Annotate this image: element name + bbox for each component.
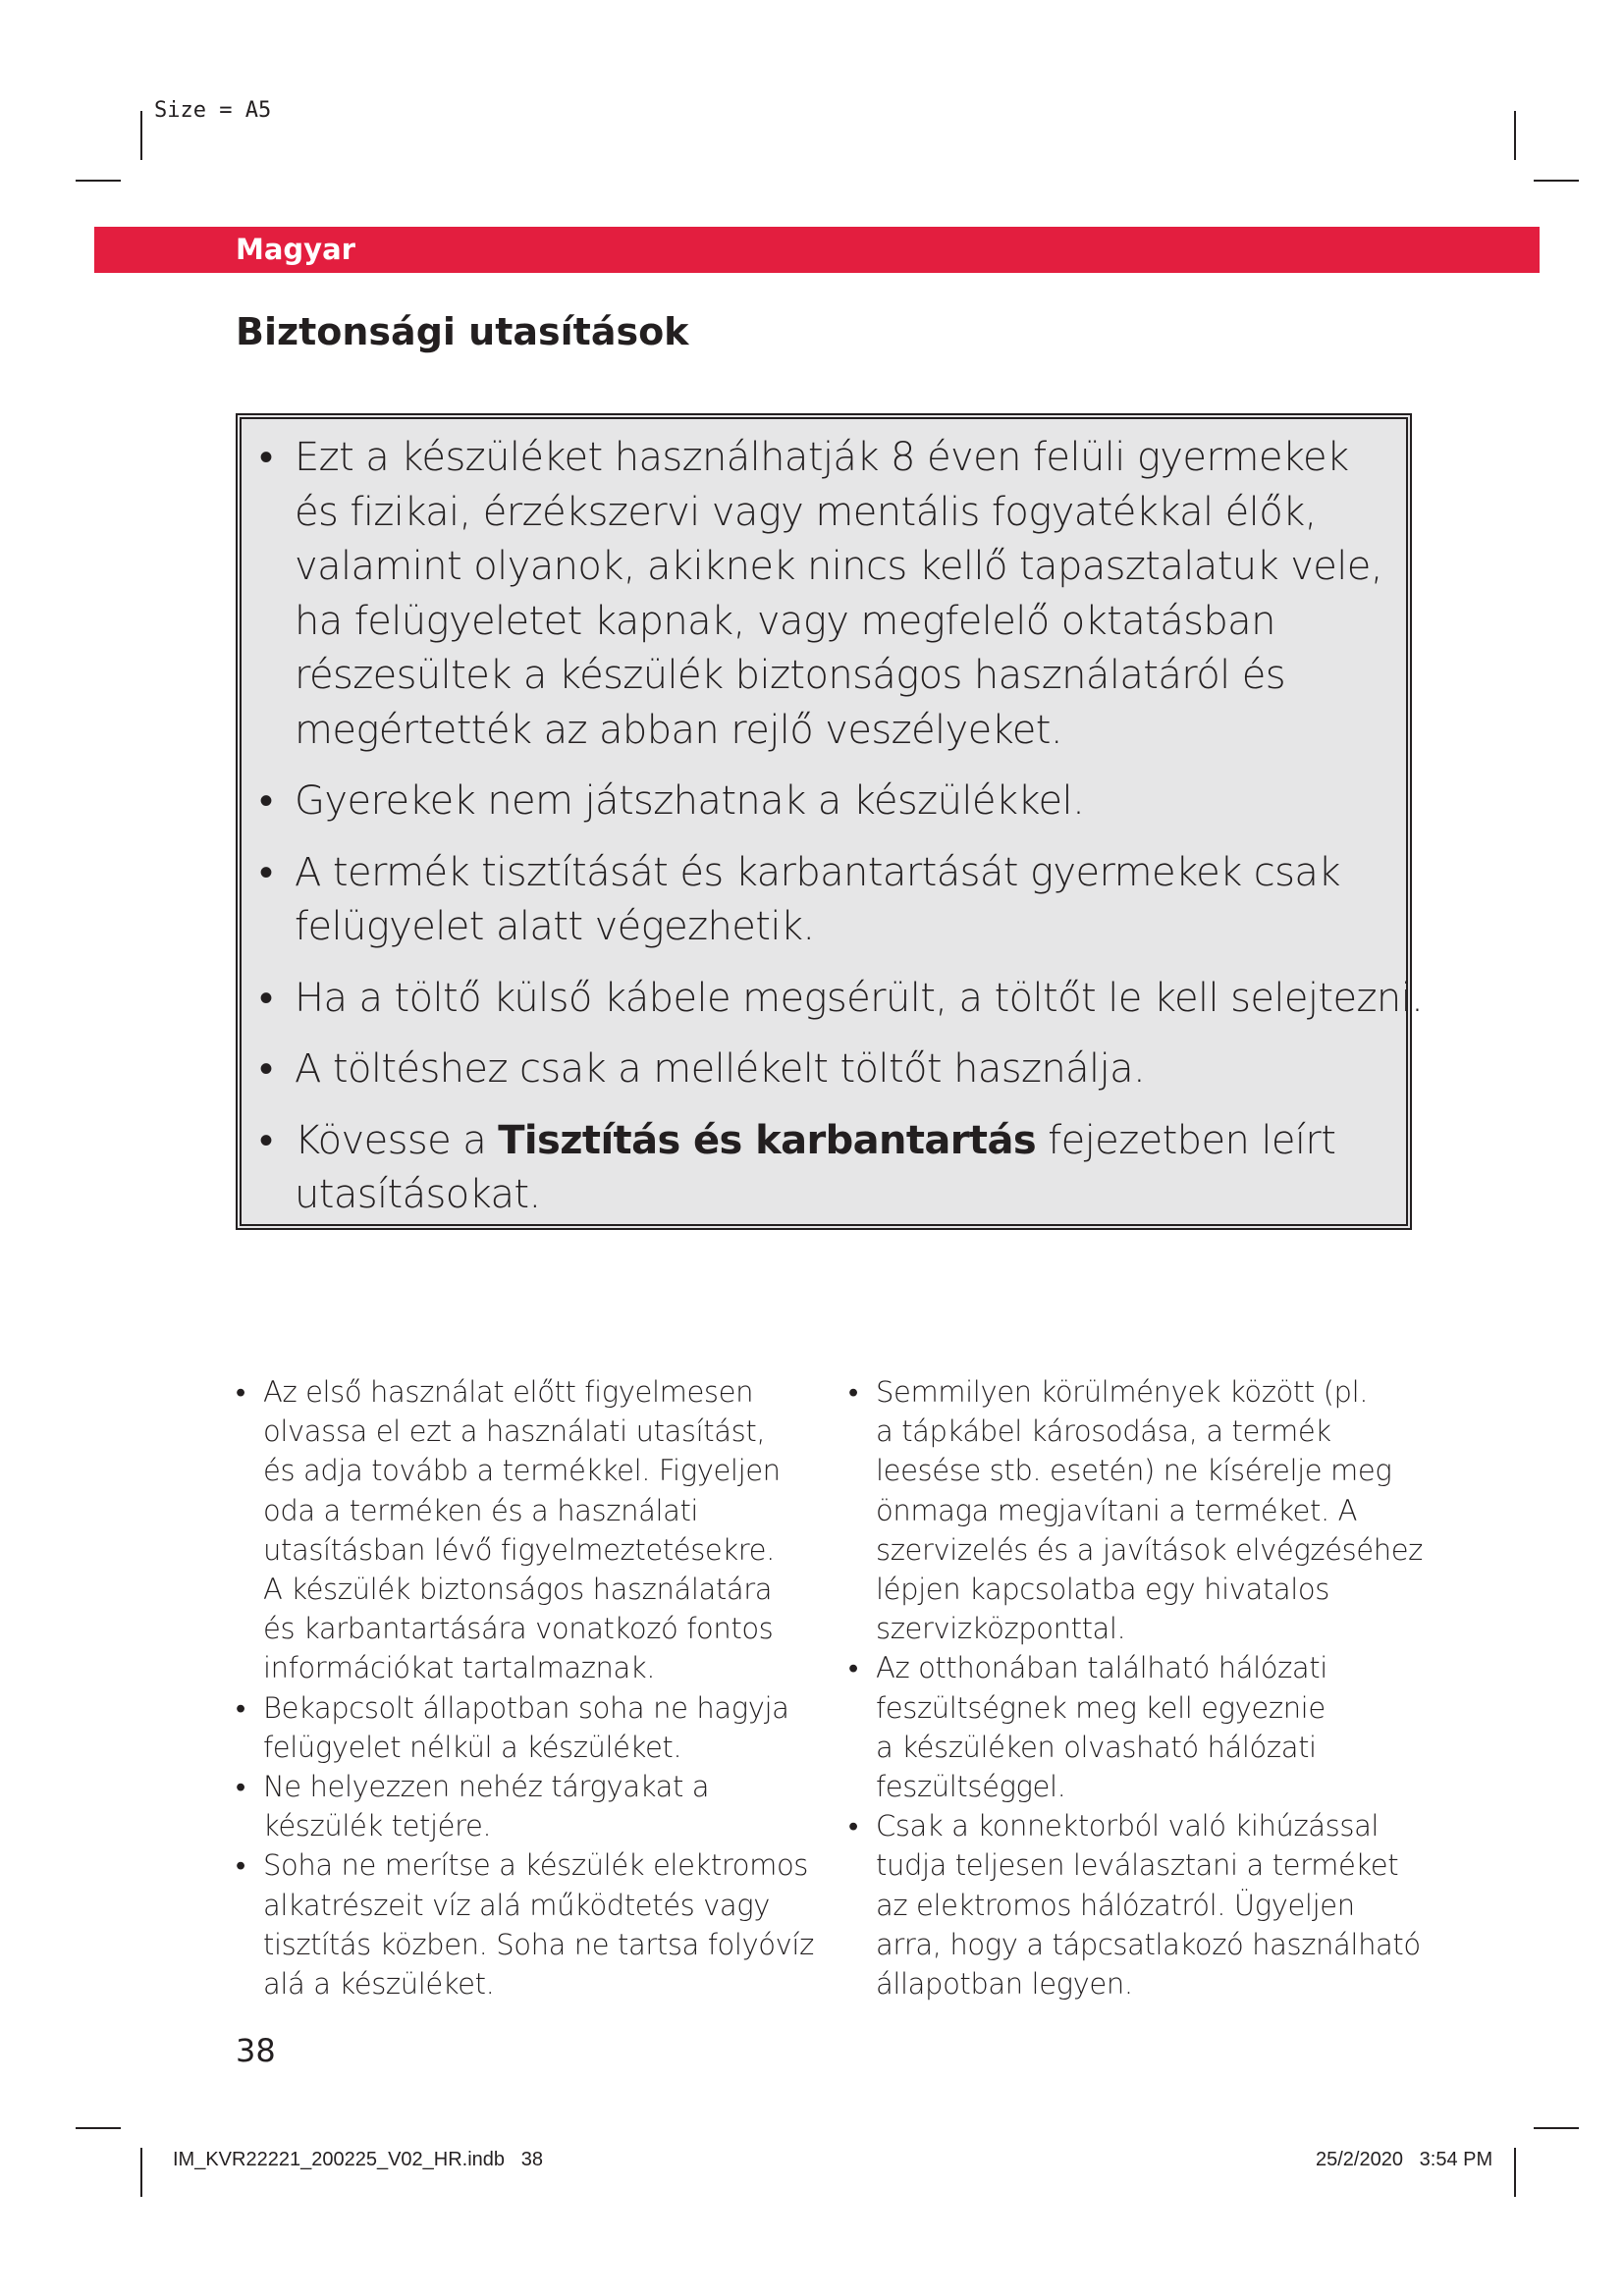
warning-item — [259, 1042, 1392, 1097]
warning-line: részesültek a készülék biztonságos használatáról és — [295, 653, 1285, 698]
warning-line: utasításokat. — [295, 1172, 541, 1217]
list-line: Bekapcsolt állapotban soha ne hagyja — [263, 1690, 789, 1725]
warning-item — [259, 846, 1392, 955]
warning-line: ha felügyeletet kapnak, vagy megfelelő oktatásban — [295, 598, 1275, 644]
language-label: Magyar — [236, 233, 355, 266]
crop-mark-top-right-horizontal — [1534, 180, 1579, 182]
list-line: A készülék biztonságos használatára — [263, 1573, 773, 1607]
bullet-icon: • — [259, 1046, 273, 1092]
list-line: olvassa el ezt a használati utasítást, — [263, 1415, 766, 1449]
bullet-icon: • — [848, 1375, 858, 1409]
bullet-icon: • — [236, 1770, 245, 1804]
warning-line: Gyerekek nem játszhatnak a készülékkel. — [295, 778, 1085, 824]
bullet-icon: • — [236, 1690, 245, 1725]
warning-line: felügyelet alatt végezhetik. — [295, 904, 815, 949]
list-line: Ne helyezzen nehéz tárgyakat a — [263, 1770, 710, 1804]
list-line: Az első használat előtt figyelmesen — [263, 1375, 754, 1409]
warning-text-suffix: fejezetben leírt — [1036, 1117, 1336, 1163]
language-banner — [94, 227, 1540, 273]
list-line: Az otthonában található hálózati — [876, 1651, 1327, 1685]
list-item — [236, 1845, 815, 2003]
list-line: tudja teljesen leválasztani a terméket — [876, 1848, 1399, 1883]
warning-text-bold-reference: Tisztítás és karbantartás — [498, 1117, 1037, 1163]
list-item — [236, 1372, 815, 1688]
list-line: alkatrészeit víz alá működtetés vagy — [263, 1888, 771, 1922]
list-line: feszültséggel. — [876, 1770, 1066, 1804]
list-item — [848, 1372, 1437, 1648]
list-line: a készüléken olvasható hálózati — [876, 1730, 1317, 1764]
list-line: és karbantartására vonatkozó fontos — [263, 1612, 774, 1646]
crop-mark-bottom-left-vertical — [140, 2148, 142, 2197]
list-line: szervizelés és a javítások elvégzéséhez — [876, 1532, 1423, 1567]
list-line: lépjen kapcsolatba egy hivatalos — [876, 1573, 1329, 1607]
crop-mark-bottom-left-horizontal — [76, 2127, 121, 2129]
warning-item — [259, 1114, 1392, 1223]
crop-mark-top-right-vertical — [1514, 111, 1516, 160]
warning-line: A termék tisztítását és karbantartását gyermekek csak — [295, 849, 1340, 895]
size-label: Size = A5 — [154, 98, 272, 123]
page-title: Biztonsági utasítások — [236, 310, 689, 353]
warning-text-prefix: Kövesse a — [295, 1117, 499, 1163]
safety-warning-box — [236, 413, 1424, 1230]
list-line: Semmilyen körülmények között (pl. — [876, 1375, 1369, 1409]
bullet-icon: • — [848, 1809, 858, 1843]
bullet-icon: • — [848, 1651, 858, 1685]
list-line: feszültségnek meg kell egyeznie — [876, 1690, 1326, 1725]
list-line: felügyelet nélkül a készüléket. — [263, 1730, 682, 1764]
warning-line: valamint olyanok, akiknek nincs kellő tapasztalatuk vele, — [295, 544, 1382, 589]
bullet-icon: • — [259, 1117, 273, 1163]
instructions-right-column — [848, 1372, 1437, 2003]
list-line: információkat tartalmaznak. — [263, 1651, 656, 1685]
warning-item — [259, 431, 1392, 758]
list-line: készülék tetjére. — [263, 1809, 492, 1843]
warning-list — [259, 431, 1424, 1240]
page-number: 38 — [236, 2032, 276, 2069]
crop-mark-top-left-horizontal — [76, 180, 121, 182]
bullet-icon: • — [259, 435, 273, 480]
list-line: önmaga megjavítani a terméket. A — [876, 1493, 1358, 1527]
list-line: állapotban legyen. — [876, 1967, 1133, 2002]
warning-line: és fizikai, érzékszervi vagy mentális fogyatékkal élők, — [295, 489, 1317, 535]
list-item — [236, 1767, 815, 1845]
crop-mark-bottom-right-horizontal — [1534, 2127, 1579, 2129]
bullet-icon: • — [259, 778, 273, 824]
list-line: az elektromos hálózatról. Ügyeljen — [876, 1888, 1355, 1922]
warning-line: Ha a töltő külső kábele megsérült, a töltőt le kell selejtezni. — [295, 975, 1424, 1021]
list-line: a tápkábel károsodása, a termék — [876, 1415, 1331, 1449]
list-line: oda a terméken és a használati — [263, 1493, 699, 1527]
bullet-icon: • — [236, 1375, 245, 1409]
list-item — [848, 1806, 1437, 2003]
list-line: Csak a konnektorból való kihúzással — [876, 1809, 1380, 1843]
instructions-left-column — [236, 1372, 815, 2003]
warning-line: megértették az abban rejlő veszélyeket. — [295, 707, 1062, 753]
warning-item — [259, 774, 1392, 829]
list-line: alá a készüléket. — [263, 1967, 495, 2002]
warning-line: A töltéshez csak a mellékelt töltőt használja. — [295, 1046, 1146, 1092]
list-line: leesése stb. esetén) ne kísérelje meg — [876, 1454, 1392, 1488]
bullet-icon: • — [259, 849, 273, 895]
list-line: arra, hogy a tápcsatlakozó használható — [876, 1927, 1421, 1961]
list-item — [236, 1688, 815, 1767]
list-item — [848, 1648, 1437, 1806]
crop-mark-bottom-right-vertical — [1514, 2148, 1516, 2197]
print-slug-filename: IM_KVR22221_200225_V02_HR.indb 38 — [173, 2149, 543, 2170]
list-line: és adja tovább a termékkel. Figyeljen — [263, 1454, 781, 1488]
print-slug-datetime: 25/2/2020 3:54 PM — [1316, 2149, 1493, 2170]
warning-item — [259, 972, 1424, 1027]
crop-mark-top-left-vertical — [140, 111, 142, 160]
list-line: Soha ne merítse a készülék elektromos — [263, 1848, 809, 1883]
warning-line: Ezt a készüléket használhatják 8 éven felüli gyermekek — [295, 435, 1349, 480]
warning-line — [295, 1114, 1392, 1169]
list-line: utasításban lévő figyelmeztetésekre. — [263, 1532, 775, 1567]
bullet-icon: • — [259, 975, 273, 1021]
bullet-icon: • — [236, 1848, 245, 1883]
list-line: tisztítás közben. Soha ne tartsa folyóvíz — [263, 1927, 814, 1961]
list-line: szervizközponttal. — [876, 1612, 1126, 1646]
